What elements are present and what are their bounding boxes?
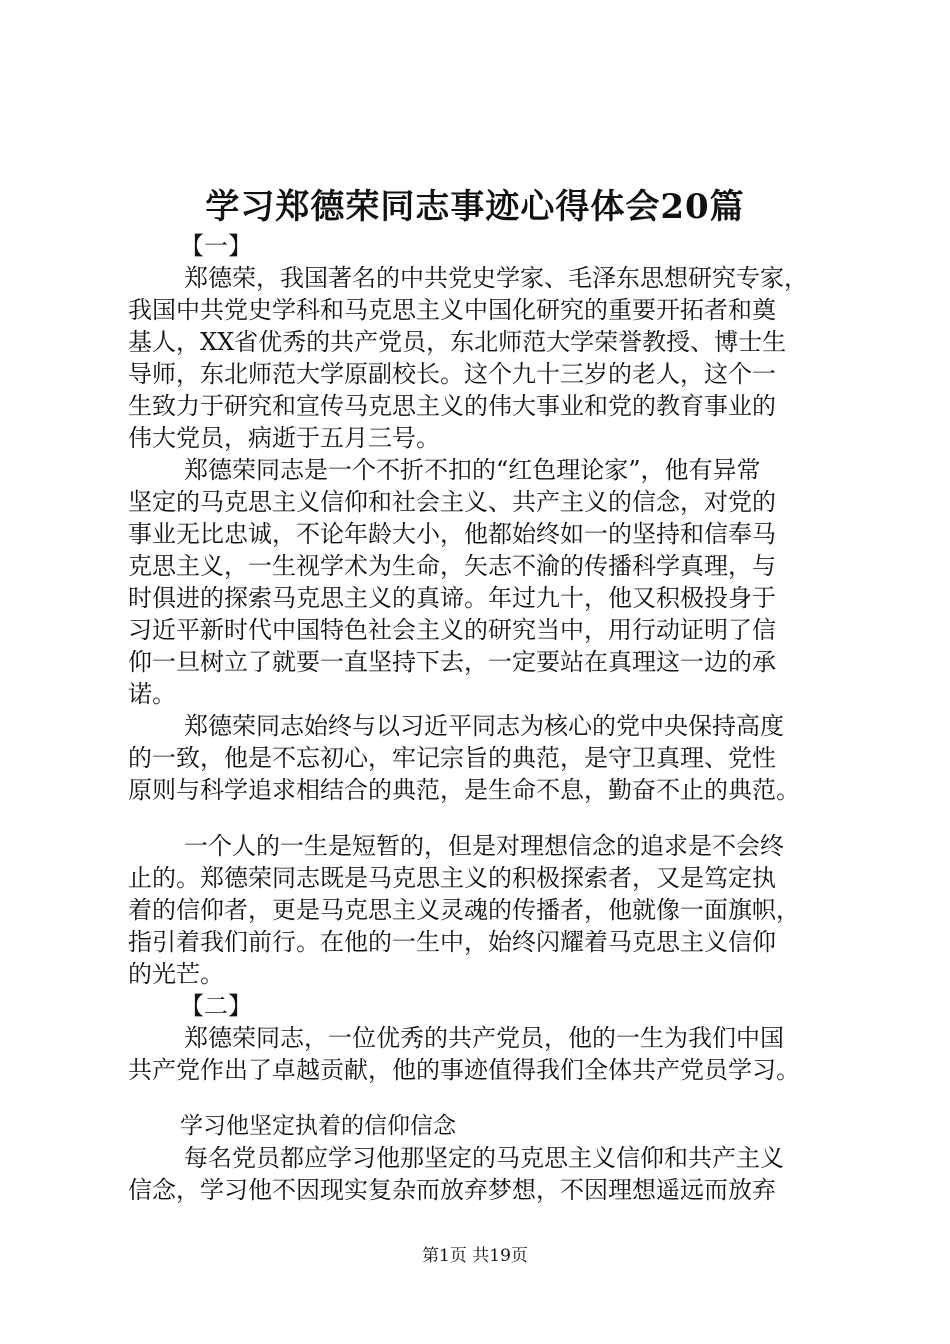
paragraph-line: 事业无比忠诚，不论年龄大小，他都始终如一的坚持和信奉马 xyxy=(128,520,776,548)
document-title: 学习郑德荣同志事迹心得体会20篇 xyxy=(205,187,745,227)
paragraph-line: 我国中共党史学科和马克思主义中国化研究的重要开拓者和奠 xyxy=(128,296,776,324)
paragraph-line: 每名党员都应学习他那坚定的马克思主义信仰和共产主义 xyxy=(184,1144,784,1172)
paragraph-line: 的一致，他是不忘初心，牢记宗旨的典范，是守卫真理、党性 xyxy=(128,744,776,772)
section-heading: 【一】 xyxy=(180,232,252,260)
paragraph-line: 时俱进的探索马克思主义的真谛。年过九十，他又积极投身于 xyxy=(128,584,776,612)
paragraph-line: 郑德荣同志是一个不折不扣的“红色理论家”，他有异常 xyxy=(184,456,761,484)
paragraph-line: 共产党作出了卓越贡献，他的事迹值得我们全体共产党员学习。 xyxy=(128,1056,800,1084)
paragraph-line: 诺。 xyxy=(128,680,176,708)
paragraph-line: 仰一旦树立了就要一直坚持下去，一定要站在真理这一边的承 xyxy=(128,648,776,676)
page-footer: 第1页 共19页 xyxy=(422,1246,528,1266)
paragraph-line: 基人，XX省优秀的共产党员，东北师范大学荣誉教授、博士生 xyxy=(128,328,787,356)
paragraph-line: 止的。郑德荣同志既是马克思主义的积极探索者，又是笃定执 xyxy=(128,864,776,892)
paragraph-line: 郑德荣同志，一位优秀的共产党员，他的一生为我们中国 xyxy=(184,1024,784,1052)
paragraph-line: 郑德荣同志始终与以习近平同志为核心的党中央保持高度 xyxy=(184,712,784,740)
paragraph-line: 一个人的一生是短暂的，但是对理想信念的追求是不会终 xyxy=(184,832,784,860)
paragraph-line: 信念，学习他不因现实复杂而放弃梦想，不因理想遥远而放弃 xyxy=(128,1176,776,1204)
paragraph-spacer xyxy=(128,1086,848,1110)
document-body xyxy=(128,230,848,1206)
paragraph-line: 导师，东北师范大学原副校长。这个九十三岁的老人，这个一 xyxy=(128,360,776,388)
paragraph-line: 伟大党员，病逝于五月三号。 xyxy=(128,424,440,452)
paragraph-line: 习近平新时代中国特色社会主义的研究当中，用行动证明了信 xyxy=(128,616,776,644)
subheading: 学习他坚定执着的信仰信念 xyxy=(180,1113,456,1139)
section-heading: 【二】 xyxy=(180,992,252,1020)
paragraph-spacer xyxy=(128,806,848,830)
paragraph-line: 坚定的马克思主义信仰和社会主义、共产主义的信念，对党的 xyxy=(128,488,776,516)
paragraph-line: 的光芒。 xyxy=(128,960,224,988)
paragraph-line: 郑德荣，我国著名的中共党史学家、毛泽东思想研究专家， xyxy=(184,264,808,292)
paragraph-line: 克思主义，一生视学术为生命，矢志不渝的传播科学真理，与 xyxy=(128,552,776,580)
paragraph-line: 着的信仰者，更是马克思主义灵魂的传播者，他就像一面旗帜， xyxy=(128,896,800,924)
paragraph-line: 原则与科学追求相结合的典范，是生命不息，勤奋不止的典范。 xyxy=(128,776,800,804)
paragraph-line: 生致力于研究和宣传马克思主义的伟大事业和党的教育事业的 xyxy=(128,392,776,420)
paragraph-line: 指引着我们前行。在他的一生中，始终闪耀着马克思主义信仰 xyxy=(128,928,776,956)
